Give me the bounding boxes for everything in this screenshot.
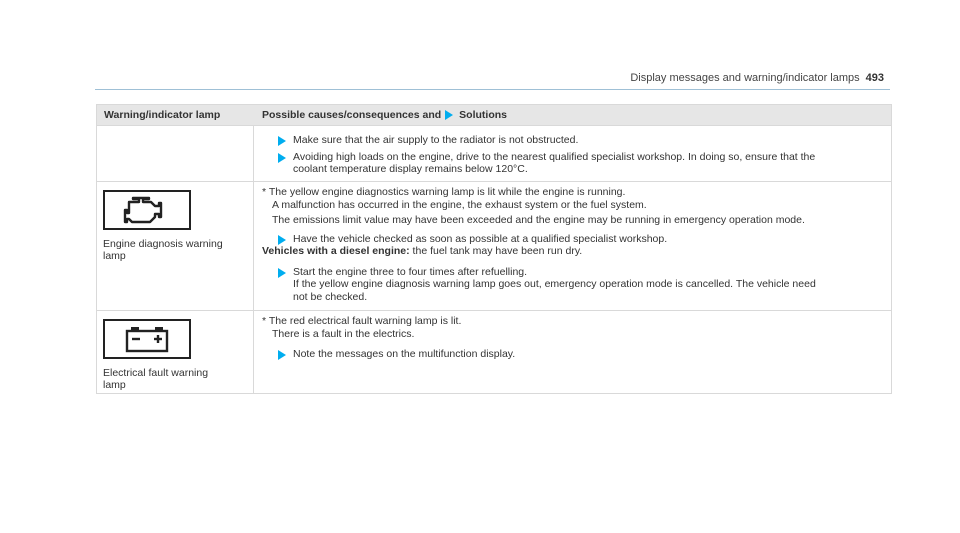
lamp-label-line: Engine diagnosis warning bbox=[103, 237, 223, 250]
battery-icon bbox=[103, 319, 191, 359]
table-row bbox=[97, 310, 891, 393]
lamp-label-line: Electrical fault warning bbox=[103, 366, 209, 379]
table-header bbox=[97, 105, 891, 125]
solution-step bbox=[262, 134, 881, 147]
cause-text: There is a fault in the electrics. bbox=[272, 327, 415, 340]
solution-step bbox=[262, 266, 881, 304]
step-text bbox=[293, 151, 881, 176]
page-header bbox=[95, 68, 890, 90]
lamp-label bbox=[103, 367, 247, 392]
cause-text: * The yellow engine diagnostics warning lamp is lit while the engine is running. bbox=[262, 186, 626, 198]
arrow-icon bbox=[445, 110, 453, 120]
col-header-lamp: Warning/indicator lamp bbox=[104, 109, 221, 121]
arrow-icon bbox=[278, 153, 286, 163]
lamp-cell bbox=[97, 126, 254, 181]
col-header-solutions bbox=[254, 105, 891, 125]
arrow-icon bbox=[278, 235, 286, 245]
header-text bbox=[630, 72, 884, 84]
step-line: Avoiding high loads on the engine, drive to the nearest qualified specialist workshop. In doing so, ensure that the bbox=[293, 150, 816, 163]
arrow-icon bbox=[278, 136, 286, 146]
diesel-text: the fuel tank may have been run dry. bbox=[409, 245, 583, 257]
lamp-label-line: lamp bbox=[103, 379, 126, 391]
table-row bbox=[97, 125, 891, 181]
lamp-cell bbox=[97, 311, 254, 393]
step-text: Have the vehicle checked as soon as possible at a qualified specialist workshop. bbox=[293, 232, 668, 245]
solution-step bbox=[262, 151, 881, 176]
table-row bbox=[97, 181, 891, 310]
step-text: Make sure that the air supply to the radiator is not obstructed. bbox=[293, 134, 579, 146]
solution-cell bbox=[254, 311, 891, 393]
diesel-label: Vehicles with a diesel engine: bbox=[262, 245, 410, 257]
solution-step bbox=[262, 348, 881, 361]
step-line: coolant temperature display remains below 120°C. bbox=[293, 163, 528, 175]
step-line: not be checked. bbox=[293, 290, 368, 303]
lamp-label bbox=[103, 238, 247, 263]
step-text: Note the messages on the multifunction display. bbox=[293, 348, 516, 360]
step-line: If the yellow engine diagnosis warning lamp goes out, emergency operation mode is cancelled. The vehicle need bbox=[293, 278, 816, 290]
lamp-label-line: lamp bbox=[103, 250, 126, 262]
arrow-icon bbox=[278, 268, 286, 278]
diesel-note bbox=[262, 245, 881, 258]
col-header-solutions-label: Solutions bbox=[459, 109, 508, 121]
step-line: Start the engine three to four times after refuelling. bbox=[293, 265, 528, 278]
col-header-causes: Possible causes/consequences and bbox=[262, 109, 442, 121]
engine-check-icon bbox=[103, 190, 191, 230]
lamp-cell bbox=[97, 182, 254, 310]
solution-step bbox=[262, 233, 881, 246]
solution-cell bbox=[254, 126, 891, 181]
cause-text: * The red electrical fault warning lamp is lit. bbox=[262, 315, 462, 327]
header-title: Display messages and warning/indicator lamps bbox=[630, 72, 860, 84]
cause-text: A malfunction has occurred in the engine, the exhaust system or the fuel system. bbox=[272, 198, 647, 211]
cause-text: The emissions limit value may have been exceeded and the engine may be running in emergency operation mode. bbox=[272, 214, 805, 226]
step-text bbox=[293, 266, 881, 304]
arrow-icon bbox=[278, 350, 286, 360]
solution-cell bbox=[254, 182, 891, 310]
page-number: 493 bbox=[865, 72, 884, 84]
warning-lamp-table bbox=[96, 104, 892, 394]
